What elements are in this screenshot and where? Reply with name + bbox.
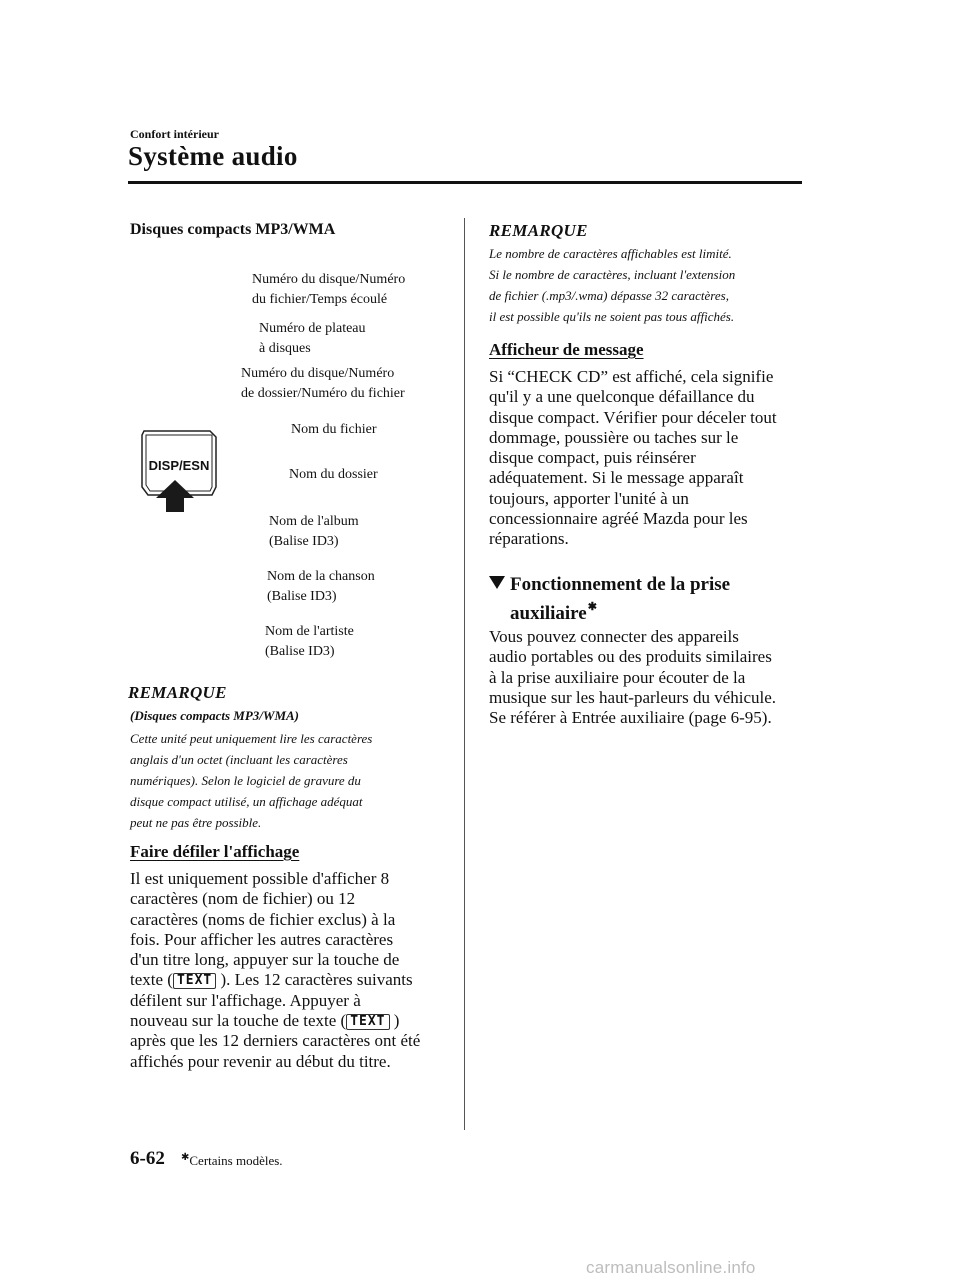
page-title: Système audio — [128, 141, 298, 171]
text-key-icon: TEXT — [173, 973, 216, 989]
column-divider — [464, 218, 465, 1130]
message-display-body: Si “CHECK CD” est affiché, cela signifie qu'il y a une quelconque défaillance du disque compact. Vérifier pour déceler tout dommage, poussière ou taches sur le disque compact, puis réinsérer adéquatement. Si le message apparaît toujours, apporter l'unité à un concessionnaire agréé Mazda pour les réparations. — [489, 367, 777, 549]
aux-jack-heading: Fonctionnement de la prise auxiliaire✱ — [489, 573, 730, 625]
note-subtitle: (Disques compacts MP3/WMA) — [130, 708, 299, 723]
triangle-bullet-icon — [489, 576, 505, 589]
mp3-wma-subheading: Disques compacts MP3/WMA — [130, 221, 336, 238]
note-body: Cette unité peut uniquement lire les caractères anglais d'un octet (incluant les caractères numériques). Selon le logiciel de gravure du disque compact utilisé, un affichage adéquat peut ne pas être possible. — [130, 731, 373, 830]
scroll-display-heading: Faire défiler l'affichage — [130, 842, 300, 861]
diagram-label-disc-file-time: Numéro du disque/Numéro du fichier/Temps écoulé — [252, 272, 406, 307]
note-title: REMARQUE — [128, 683, 227, 702]
disp-esn-label: DISP/ESN — [148, 458, 210, 473]
message-display-heading: Afficheur de message — [489, 340, 644, 359]
diagram-label-folder-name: Nom du dossier — [289, 467, 378, 482]
right-note-title: REMARQUE — [489, 221, 588, 240]
section-label: Confort intérieur — [130, 127, 219, 141]
page-number: 6-62 — [130, 1148, 165, 1169]
right-note-body: Le nombre de caractères affichables est limité. Si le nombre de caractères, incluant l'extension de fichier (.mp3/.wma) dépasse 32 caractères, il est possible qu'ils ne soient pas tous affichés. — [489, 246, 736, 324]
diagram-label-disc-folder-file: Numéro du disque/Numéro de dossier/Numéro du fichier — [241, 366, 405, 401]
press-arrow-icon — [152, 478, 198, 514]
diagram-label-album-name: Nom de l'album (Balise ID3) — [269, 514, 359, 549]
watermark: carmanualsonline.info — [586, 1258, 756, 1277]
title-rule — [128, 181, 802, 184]
star-icon: ✱ — [587, 601, 597, 613]
star-icon: ✱ — [181, 1152, 190, 1163]
diagram-label-tray-number: Numéro de plateau à disques — [259, 321, 366, 356]
footnote: ✱Certains modèles. — [181, 1152, 283, 1168]
diagram-label-file-name: Nom du fichier — [291, 422, 377, 437]
diagram-label-artist-name: Nom de l'artiste (Balise ID3) — [265, 624, 354, 659]
scroll-display-body: Il est uniquement possible d'afficher 8 caractères (nom de fichier) ou 12 caractères (noms de fichier exclus) à la fois. Pour afficher les autres caractères d'un titre long, appuyer sur la touche de texte ( TEXT ). Les 12 caractères suivants défilent sur l'affichage. Appuyer à nouveau sur la touche de texte ( TEXT ) après que les 12 derniers caractères ont été affichés pour revenir au début du titre. — [130, 869, 421, 1071]
aux-jack-body: Vous pouvez connecter des appareils audio portables ou des produits similaires à la prise auxiliaire pour écouter de la musique sur les haut-parleurs du véhicule. Se référer à Entrée auxiliaire (page 6-95). — [489, 627, 777, 728]
diagram-label-song-name: Nom de la chanson (Balise ID3) — [267, 569, 375, 604]
text-key-icon: TEXT — [346, 1014, 389, 1030]
